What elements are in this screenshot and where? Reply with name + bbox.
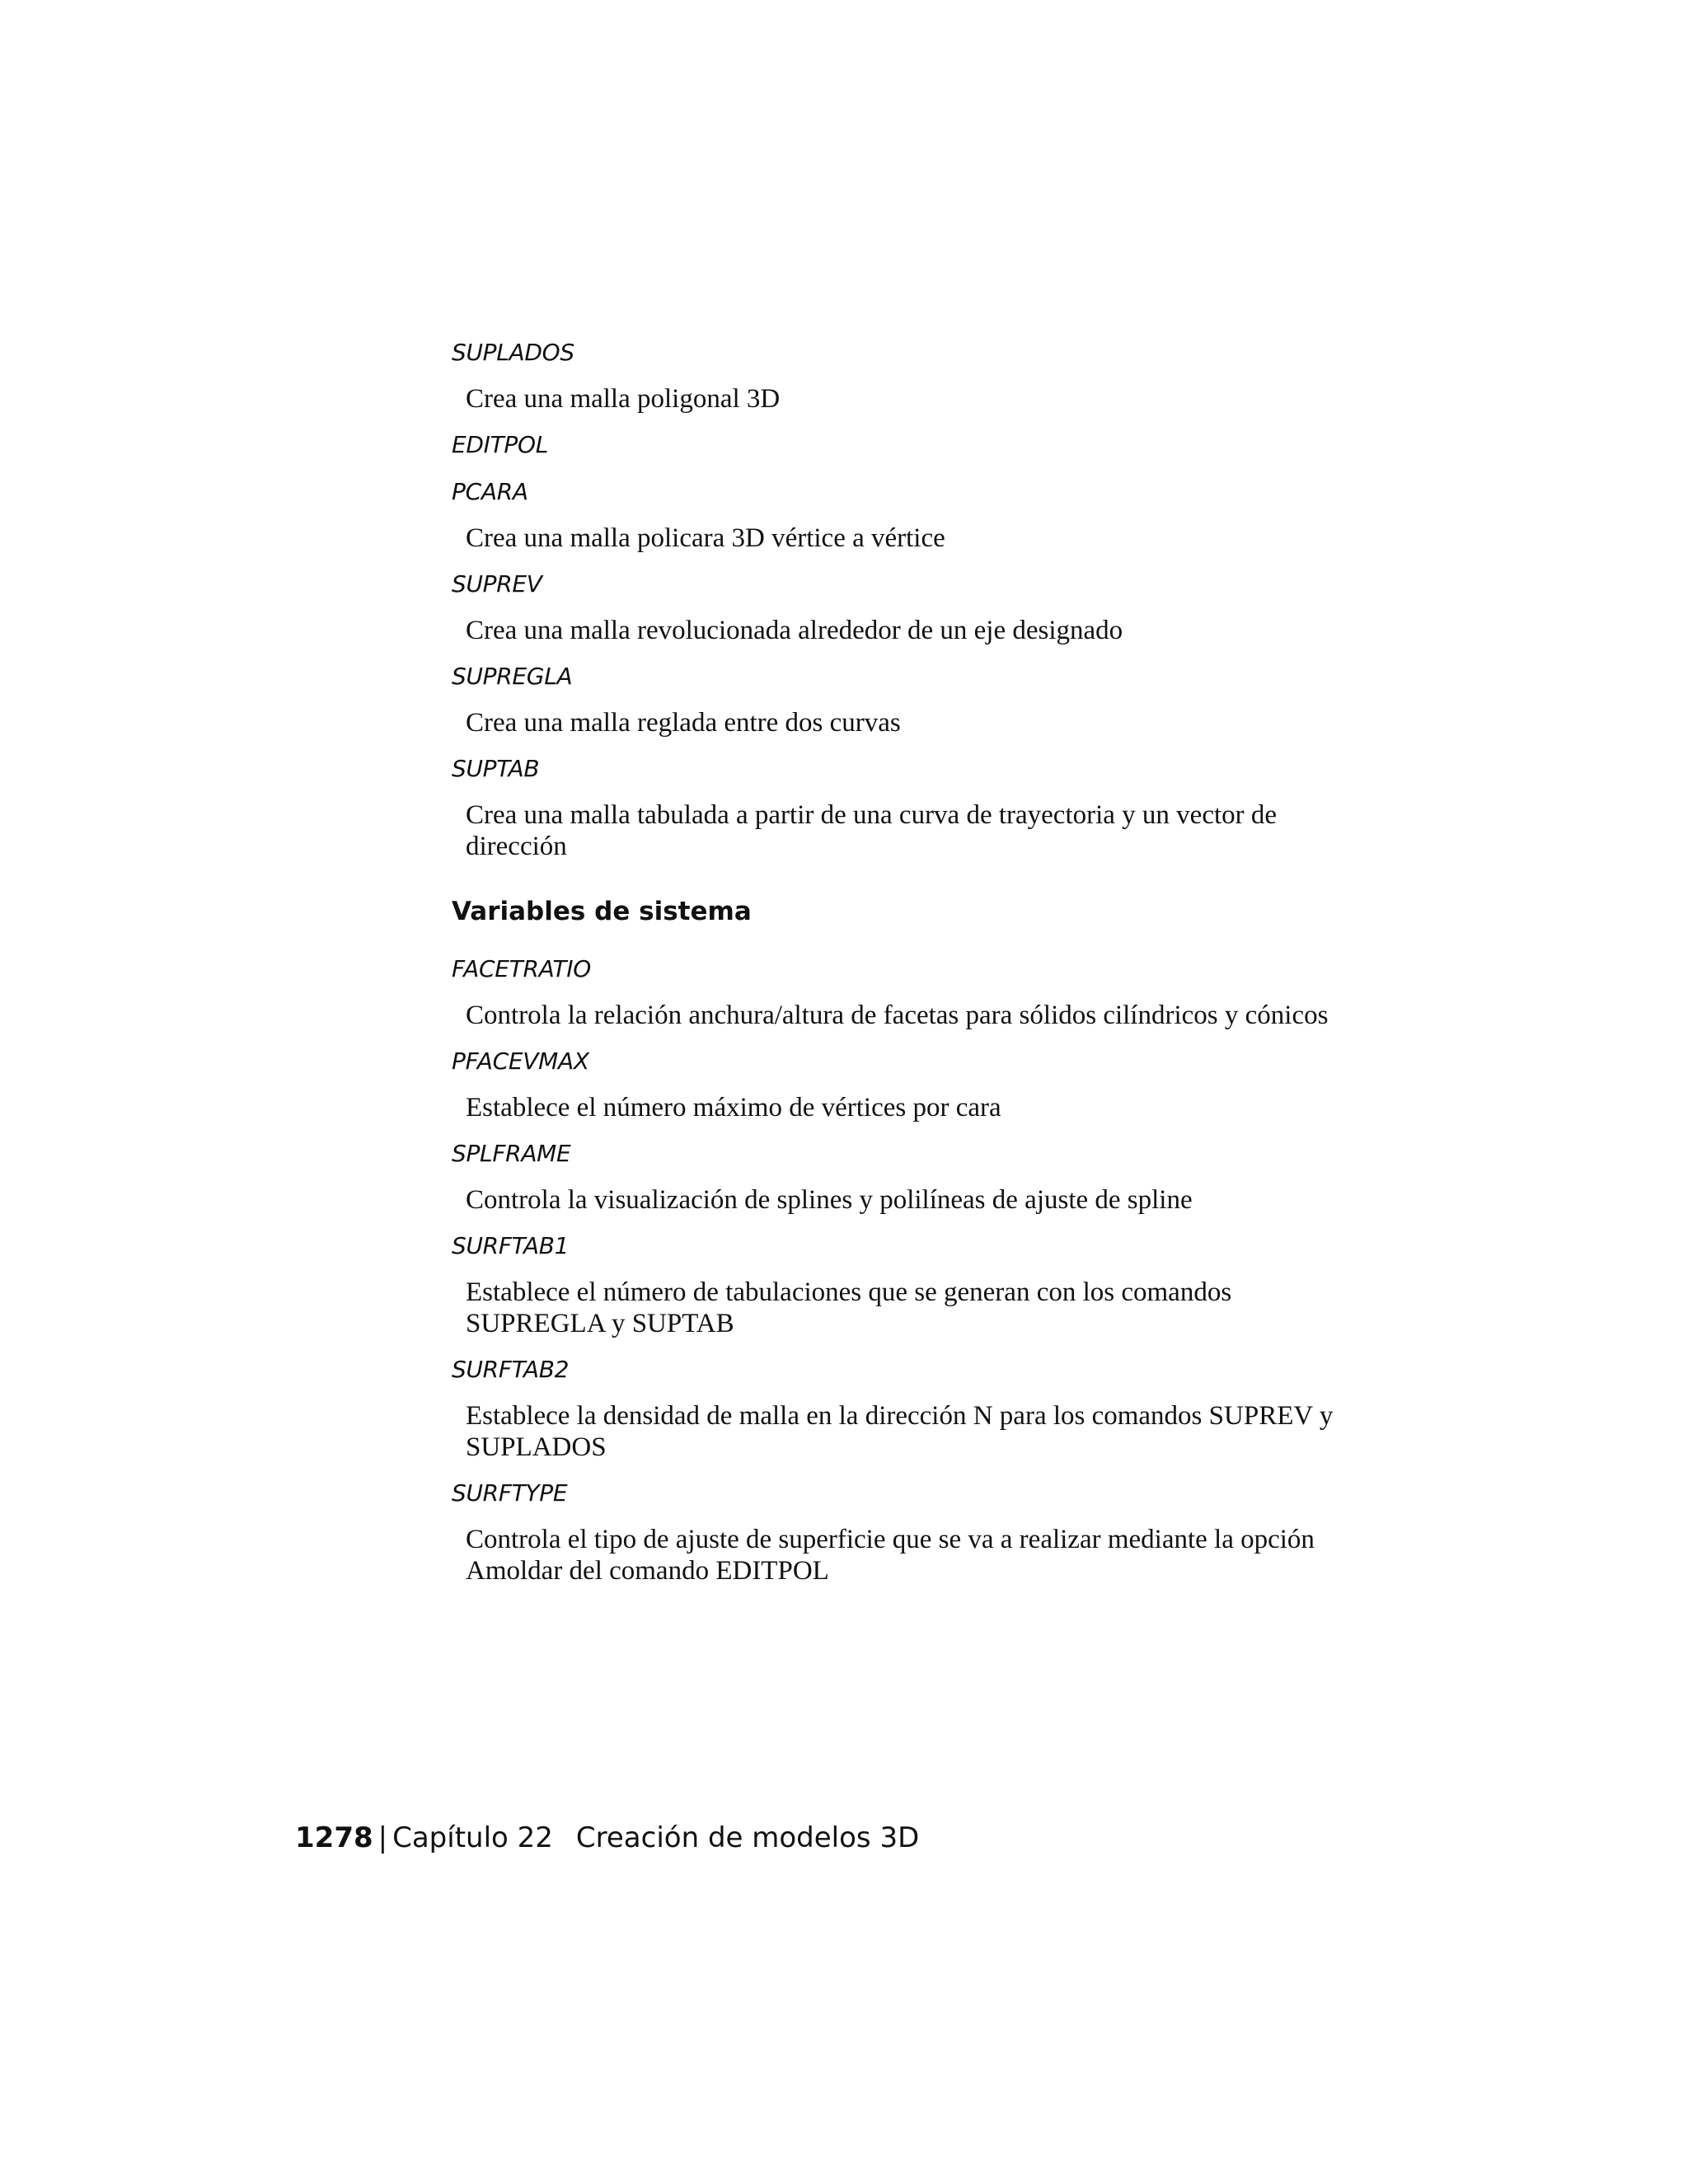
command-term: SUPREGLA — [452, 663, 573, 690]
variable-description: Controla la relación anchura/altura de facetas para sólidos cilíndricos y cónicos — [466, 1001, 1329, 1030]
variable-description: Controla la visualización de splines y polilíneas de ajuste de spline — [466, 1185, 1193, 1215]
command-description: Crea una malla tabulada a partir de una curva de trayectoria y un vector de dirección — [466, 800, 1278, 861]
variable-description: Establece el número de tabulaciones que se generan con los comandos SUPREGLA y SUPTAB — [466, 1277, 1232, 1338]
command-entry — [452, 476, 1342, 554]
command-entry — [452, 429, 1342, 462]
command-term: SUPREV — [452, 570, 542, 598]
variable-entry — [452, 1045, 1342, 1123]
variable-term: SPLFRAME — [452, 1140, 571, 1167]
page-footer — [295, 1820, 919, 1856]
command-term: EDITPOL — [452, 431, 549, 458]
variable-entry — [452, 1353, 1342, 1463]
variable-entry — [452, 1477, 1342, 1586]
variable-term: FACETRATIO — [452, 955, 591, 982]
variable-description: Controla el tipo de ajuste de superficie que se va a realizar mediante la opción Amoldar del comando EDITPOL — [466, 1525, 1315, 1586]
command-term: SUPTAB — [452, 755, 540, 782]
variable-term: SURFTYPE — [452, 1479, 568, 1507]
variable-description: Establece la densidad de malla en la dirección N para los comandos SUPREV y SUPLADOS — [466, 1401, 1334, 1462]
command-description: Crea una malla revolucionada alrededor de un eje designado — [466, 616, 1123, 645]
variable-entry — [452, 953, 1342, 1031]
variable-term: SURFTAB1 — [452, 1232, 570, 1259]
command-term: SUPLADOS — [452, 339, 574, 366]
command-entry — [452, 336, 1342, 415]
command-term: PCARA — [452, 478, 528, 505]
command-entry — [452, 568, 1342, 646]
section-heading: Variables de sistema — [452, 897, 752, 926]
command-description: Crea una malla policara 3D vértice a vértice — [466, 523, 945, 553]
command-description: Crea una malla reglada entre dos curvas — [466, 708, 901, 738]
footer-separator: | — [377, 1821, 388, 1854]
variable-entry — [452, 1137, 1342, 1216]
chapter-title: Creación de modelos 3D — [575, 1821, 920, 1854]
page-content — [452, 336, 1342, 1601]
command-entry — [452, 660, 1342, 738]
chapter-label: Capítulo 22 — [392, 1821, 553, 1854]
command-entry — [452, 752, 1342, 862]
page-number: 1278 — [295, 1821, 373, 1854]
variable-term: PFACEVMAX — [452, 1047, 589, 1075]
variable-term: SURFTAB2 — [452, 1356, 570, 1383]
variable-entry — [452, 1230, 1342, 1339]
command-description: Crea una malla poligonal 3D — [466, 384, 781, 414]
variable-description: Establece el número máximo de vértices por cara — [466, 1093, 1001, 1122]
